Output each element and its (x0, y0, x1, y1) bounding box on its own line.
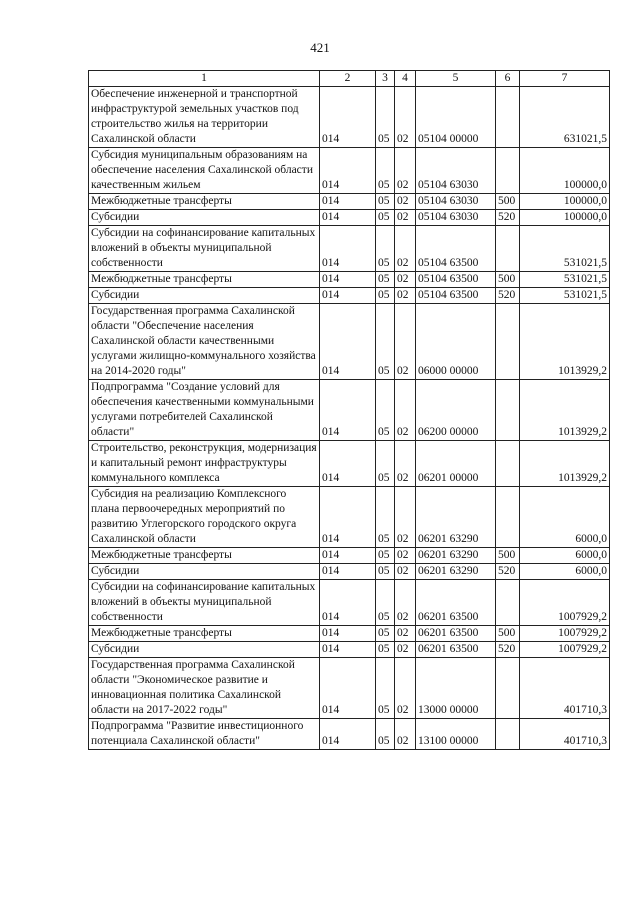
target-article-cell: 06201 63290 (416, 487, 496, 548)
target-article-cell: 06201 63290 (416, 548, 496, 564)
table-row (89, 642, 610, 658)
amount-cell: 531021,5 (520, 272, 610, 288)
expense-type-cell (496, 658, 520, 719)
subsection-cell: 02 (395, 580, 416, 626)
amount-cell: 1007929,2 (520, 626, 610, 642)
target-article-cell: 06201 63290 (416, 564, 496, 580)
table-row (89, 441, 610, 487)
section-cell: 05 (376, 580, 395, 626)
amount-cell: 100000,0 (520, 148, 610, 194)
table-row (89, 626, 610, 642)
ministry-code-cell: 014 (320, 642, 376, 658)
expense-type-cell: 500 (496, 626, 520, 642)
expense-type-cell: 520 (496, 210, 520, 226)
ministry-code-cell: 014 (320, 719, 376, 750)
subsection-cell: 02 (395, 441, 416, 487)
section-cell: 05 (376, 719, 395, 750)
amount-cell: 401710,3 (520, 719, 610, 750)
row-name-cell: Субсидии на софинансирование капитальных вложений в объекты муниципальной собственности (89, 580, 320, 626)
target-article-cell: 06201 63500 (416, 580, 496, 626)
expense-type-cell (496, 87, 520, 148)
amount-cell: 6000,0 (520, 487, 610, 548)
row-name-cell: Государственная программа Сахалинской области "Экономическое развитие и инновационная политика Сахалинской области на 2017-2022 годы" (89, 658, 320, 719)
column-header: 1 (89, 71, 320, 87)
ministry-code-cell: 014 (320, 304, 376, 380)
table-row (89, 564, 610, 580)
section-cell: 05 (376, 548, 395, 564)
section-cell: 05 (376, 487, 395, 548)
section-cell: 05 (376, 626, 395, 642)
expense-type-cell (496, 487, 520, 548)
expense-type-cell: 500 (496, 194, 520, 210)
target-article-cell: 05104 63500 (416, 226, 496, 272)
amount-cell: 531021,5 (520, 288, 610, 304)
expense-type-cell: 520 (496, 642, 520, 658)
ministry-code-cell: 014 (320, 272, 376, 288)
amount-cell: 1013929,2 (520, 441, 610, 487)
subsection-cell: 02 (395, 226, 416, 272)
ministry-code-cell: 014 (320, 226, 376, 272)
ministry-code-cell: 014 (320, 148, 376, 194)
subsection-cell: 02 (395, 487, 416, 548)
row-name-cell: Субсидии (89, 288, 320, 304)
section-cell: 05 (376, 564, 395, 580)
target-article-cell: 13100 00000 (416, 719, 496, 750)
target-article-cell: 06201 63500 (416, 626, 496, 642)
subsection-cell: 02 (395, 548, 416, 564)
expense-type-cell (496, 719, 520, 750)
section-cell: 05 (376, 148, 395, 194)
amount-cell: 401710,3 (520, 658, 610, 719)
table-row (89, 210, 610, 226)
row-name-cell: Строительство, реконструкция, модернизация и капитальный ремонт инфраструктуры коммунального комплекса (89, 441, 320, 487)
section-cell: 05 (376, 194, 395, 210)
table-row (89, 719, 610, 750)
expense-type-cell (496, 148, 520, 194)
ministry-code-cell: 014 (320, 564, 376, 580)
expense-type-cell: 520 (496, 564, 520, 580)
section-cell: 05 (376, 87, 395, 148)
row-name-cell: Подпрограмма "Создание условий для обеспечения качественными коммунальными услугами потребителей Сахалинской области" (89, 380, 320, 441)
column-header: 2 (320, 71, 376, 87)
subsection-cell: 02 (395, 272, 416, 288)
column-header: 7 (520, 71, 610, 87)
section-cell: 05 (376, 441, 395, 487)
row-name-cell: Государственная программа Сахалинской области "Обеспечение населения Сахалинской области качественными услугами жилищно-коммунального хозяйства на 2014-2020 годы" (89, 304, 320, 380)
header-row (89, 71, 610, 87)
subsection-cell: 02 (395, 380, 416, 441)
target-article-cell: 05104 63030 (416, 194, 496, 210)
amount-cell: 1013929,2 (520, 380, 610, 441)
expense-type-cell (496, 580, 520, 626)
column-header: 4 (395, 71, 416, 87)
amount-cell: 1013929,2 (520, 304, 610, 380)
row-name-cell: Субсидии на софинансирование капитальных вложений в объекты муниципальной собственности (89, 226, 320, 272)
ministry-code-cell: 014 (320, 210, 376, 226)
table-row (89, 87, 610, 148)
target-article-cell: 06201 00000 (416, 441, 496, 487)
section-cell: 05 (376, 210, 395, 226)
ministry-code-cell: 014 (320, 87, 376, 148)
table-row (89, 380, 610, 441)
target-article-cell: 05104 63500 (416, 288, 496, 304)
target-article-cell: 05104 63500 (416, 272, 496, 288)
ministry-code-cell: 014 (320, 380, 376, 441)
table-row (89, 548, 610, 564)
page-number: 421 (310, 40, 330, 55)
subsection-cell: 02 (395, 148, 416, 194)
target-article-cell: 05104 63030 (416, 148, 496, 194)
amount-cell: 6000,0 (520, 548, 610, 564)
column-header: 5 (416, 71, 496, 87)
column-header: 6 (496, 71, 520, 87)
target-article-cell: 06200 00000 (416, 380, 496, 441)
table-row (89, 288, 610, 304)
subsection-cell: 02 (395, 564, 416, 580)
table-row (89, 580, 610, 626)
row-name-cell: Субсидии (89, 210, 320, 226)
section-cell: 05 (376, 226, 395, 272)
subsection-cell: 02 (395, 194, 416, 210)
ministry-code-cell: 014 (320, 441, 376, 487)
column-header: 3 (376, 71, 395, 87)
subsection-cell: 02 (395, 658, 416, 719)
target-article-cell: 13000 00000 (416, 658, 496, 719)
expense-type-cell: 520 (496, 288, 520, 304)
ministry-code-cell: 014 (320, 194, 376, 210)
section-cell: 05 (376, 304, 395, 380)
amount-cell: 1007929,2 (520, 642, 610, 658)
row-name-cell: Межбюджетные трансферты (89, 194, 320, 210)
row-name-cell: Субсидия муниципальным образованиям на обеспечение населения Сахалинской области качественным жильем (89, 148, 320, 194)
subsection-cell: 02 (395, 87, 416, 148)
target-article-cell: 06201 63500 (416, 642, 496, 658)
subsection-cell: 02 (395, 719, 416, 750)
row-name-cell: Подпрограмма "Развитие инвестиционного потенциала Сахалинской области" (89, 719, 320, 750)
row-name-cell: Субсидии (89, 564, 320, 580)
row-name-cell: Межбюджетные трансферты (89, 548, 320, 564)
section-cell: 05 (376, 380, 395, 441)
section-cell: 05 (376, 642, 395, 658)
ministry-code-cell: 014 (320, 658, 376, 719)
ministry-code-cell: 014 (320, 487, 376, 548)
ministry-code-cell: 014 (320, 580, 376, 626)
section-cell: 05 (376, 272, 395, 288)
budget-table (88, 70, 610, 750)
amount-cell: 1007929,2 (520, 580, 610, 626)
ministry-code-cell: 014 (320, 548, 376, 564)
amount-cell: 631021,5 (520, 87, 610, 148)
section-cell: 05 (376, 288, 395, 304)
subsection-cell: 02 (395, 626, 416, 642)
table-row (89, 658, 610, 719)
table-row (89, 226, 610, 272)
subsection-cell: 02 (395, 304, 416, 380)
row-name-cell: Межбюджетные трансферты (89, 626, 320, 642)
subsection-cell: 02 (395, 210, 416, 226)
table-row (89, 148, 610, 194)
row-name-cell: Межбюджетные трансферты (89, 272, 320, 288)
target-article-cell: 05104 00000 (416, 87, 496, 148)
expense-type-cell (496, 304, 520, 380)
expense-type-cell (496, 441, 520, 487)
subsection-cell: 02 (395, 288, 416, 304)
target-article-cell: 06000 00000 (416, 304, 496, 380)
expense-type-cell: 500 (496, 272, 520, 288)
amount-cell: 100000,0 (520, 210, 610, 226)
row-name-cell: Обеспечение инженерной и транспортной инфраструктурой земельных участков под строительство жилья на территории Сахалинской области (89, 87, 320, 148)
expense-type-cell (496, 380, 520, 441)
expense-type-cell (496, 226, 520, 272)
amount-cell: 531021,5 (520, 226, 610, 272)
section-cell: 05 (376, 658, 395, 719)
table-row (89, 304, 610, 380)
table-row (89, 487, 610, 548)
row-name-cell: Субсидия на реализацию Комплексного плана первоочередных мероприятий по развитию Углегорского городского округа Сахалинской области (89, 487, 320, 548)
amount-cell: 6000,0 (520, 564, 610, 580)
ministry-code-cell: 014 (320, 288, 376, 304)
expense-type-cell: 500 (496, 548, 520, 564)
ministry-code-cell: 014 (320, 626, 376, 642)
row-name-cell: Субсидии (89, 642, 320, 658)
table-row (89, 194, 610, 210)
amount-cell: 100000,0 (520, 194, 610, 210)
table-row (89, 272, 610, 288)
target-article-cell: 05104 63030 (416, 210, 496, 226)
subsection-cell: 02 (395, 642, 416, 658)
table-body (89, 87, 610, 750)
